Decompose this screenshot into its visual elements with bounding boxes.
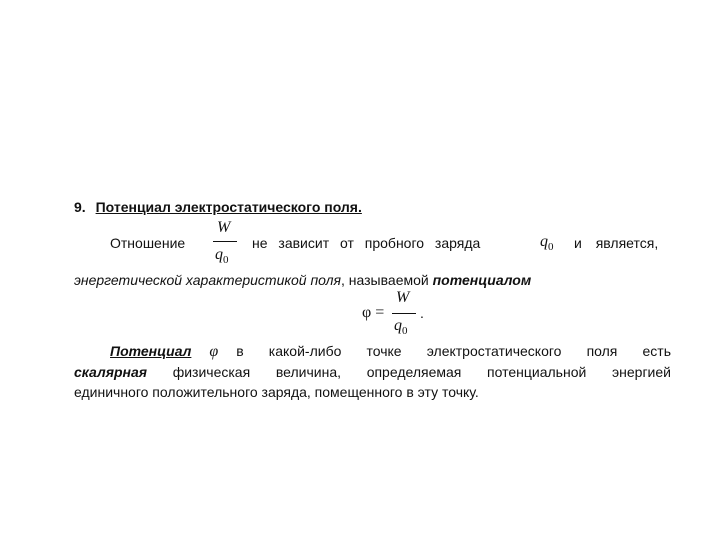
q0-letter: q xyxy=(540,233,548,250)
formula-bar xyxy=(392,313,416,314)
formula-numerator: W xyxy=(396,289,410,306)
fraction-den-sub: 0 xyxy=(223,254,229,267)
para1-line2 xyxy=(74,272,531,288)
para2-line1 xyxy=(110,343,671,360)
section-title: Потенциал электростатического поля. xyxy=(95,199,362,215)
para2-line2-rest: физическая величина, определяемая потенциальной энергией xyxy=(147,364,671,380)
energy-characteristic-text: энергетической характеристикой поля xyxy=(74,272,341,288)
para1-lead: Отношение xyxy=(110,235,186,251)
fraction-denominator xyxy=(215,247,229,268)
formula-den-q: q xyxy=(394,317,402,334)
para2-line2 xyxy=(74,364,671,380)
formula-denominator xyxy=(394,318,408,339)
formula-lhs: φ = xyxy=(362,304,385,321)
fraction-den-q: q xyxy=(215,246,223,263)
potential-definition-term: Потенциал xyxy=(110,343,192,359)
q0-subscript: 0 xyxy=(548,241,554,254)
section-number: 9. xyxy=(74,199,86,215)
section-heading xyxy=(74,199,362,215)
para2-line3: единичного положительного заряда, помещенного в эту точку. xyxy=(74,384,479,400)
fraction-bar xyxy=(213,241,237,242)
para2-line1-rest: в какой-либо точке электростатического поля есть xyxy=(236,343,671,359)
para1-tail: и является, xyxy=(574,235,659,251)
formula-period: . xyxy=(420,305,424,321)
scalar-term: скалярная xyxy=(74,364,148,380)
q0-symbol xyxy=(540,234,554,255)
para1-mid: не зависит от пробного заряда xyxy=(252,235,481,251)
potential-term: потенциалом xyxy=(432,272,532,288)
fraction-numerator: W xyxy=(217,219,231,236)
formula-den-sub: 0 xyxy=(402,325,408,338)
phi-symbol: φ xyxy=(209,343,219,360)
called-text: , называемой xyxy=(341,272,433,288)
